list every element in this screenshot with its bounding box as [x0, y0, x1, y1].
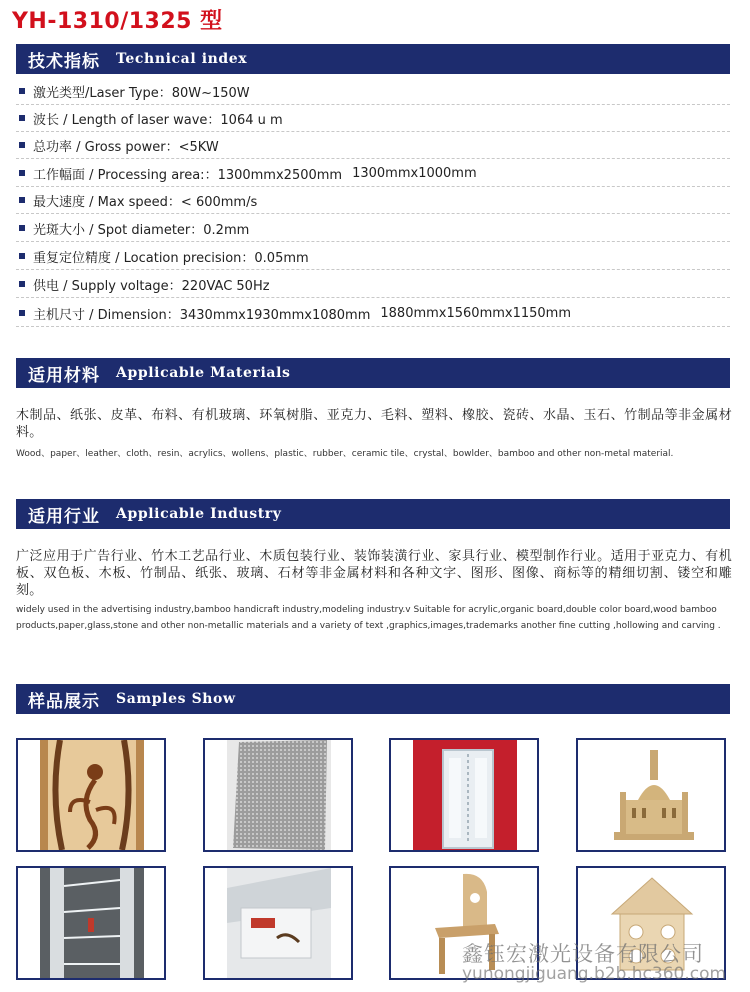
spec-label: 波长 / Length of laser wave：1064 u m	[33, 112, 283, 128]
industry-title-en: Applicable Industry	[116, 506, 282, 522]
samples-title-cn: 样品展示	[28, 691, 100, 712]
spec-row-dimension	[16, 300, 730, 327]
watermark-company: 鑫钰宏激光设备有限公司	[462, 942, 704, 966]
spec-label: 重复定位精度 / Location precision：0.05mm	[33, 250, 309, 266]
square-bullet-icon	[19, 281, 25, 287]
acrylic-box-image	[413, 740, 517, 850]
spec-extra: 1300mmx1000mm	[352, 165, 477, 181]
spec-row-supply-voltage	[16, 271, 730, 298]
industry-text-cn: 广泛应用于广告行业、竹木工艺品行业、木质包装行业、装饰装潢行业、家具行业、模型制作行业。适用于亚克力、有机板、双色板、木板、竹制品、纸张、玻璃、石材等非金属材料和各种文字、图形、图像、商标等的精细切割、镂空和雕刻。	[16, 549, 732, 598]
spec-label: 最大速度 / Max speed：< 600mm/s	[33, 194, 258, 210]
sample-mesh-texture	[203, 738, 353, 852]
spec-label: 总功率 / Gross power：<5KW	[33, 139, 219, 155]
samples-section-header	[16, 684, 730, 714]
spec-label: 工作幅面 / Processing area:：1300mmx2500mm	[33, 167, 343, 183]
technical-title-en: Technical index	[116, 51, 248, 67]
spec-label: 激光类型/Laser Type：80W~150W	[33, 85, 250, 101]
square-bullet-icon	[19, 170, 25, 176]
square-bullet-icon	[19, 115, 25, 121]
spec-extra: 1880mmx1560mmx1150mm	[380, 305, 571, 321]
technical-section-header	[16, 44, 730, 74]
spec-row-processing-area	[16, 160, 730, 187]
spec-label: 供电 / Supply voltage：220VAC 50Hz	[33, 278, 270, 294]
glass-shelves-image	[40, 868, 144, 978]
spec-row-laser-type	[16, 78, 730, 105]
spec-label: 主机尺寸 / Dimension：3430mmx1930mmx1080mm	[33, 307, 371, 323]
spec-row-gross-power	[16, 132, 730, 159]
sample-wood-inlay	[16, 738, 166, 852]
materials-title-en: Applicable Materials	[116, 365, 291, 381]
square-bullet-icon	[19, 225, 25, 231]
materials-text-en: Wood、paper、leather、cloth、resin、acrylics、wollens、plastic、rubber、ceramic tile、crystal、bowlder、bamboo and other non-metal material.	[16, 449, 674, 459]
industry-text-en: widely used in the advertising industry,bamboo handicraft industry,modeling industry.v Suitable for acrylic,organic board,double color board,wood bamboo products,paper,glass,stone and other non-metallic materials and a variety of text ,graphics,images,trademarks another fine cutting ,hollowing and carving .	[16, 605, 721, 631]
spec-row-spot-diameter	[16, 215, 730, 242]
spec-row-max-speed	[16, 187, 730, 214]
sample-glass-shelves	[16, 866, 166, 980]
sample-engraved-glass	[203, 866, 353, 980]
spec-label: 光斑大小 / Spot diameter：0.2mm	[33, 222, 250, 238]
square-bullet-icon	[19, 142, 25, 148]
wooden-cathedral-image	[600, 740, 704, 850]
wood-inlay-image	[40, 740, 144, 850]
materials-text-cn: 木制品、纸张、皮革、布料、有机玻璃、环氧树脂、亚克力、毛料、塑料、橡胶、瓷砖、水晶、玉石、竹制品等非金属材料。	[16, 408, 732, 440]
sample-wooden-cathedral	[576, 738, 726, 852]
square-bullet-icon	[19, 310, 25, 316]
spec-row-location-precision	[16, 243, 730, 270]
samples-title-en: Samples Show	[116, 691, 236, 707]
square-bullet-icon	[19, 88, 25, 94]
engraved-glass-image	[227, 868, 331, 978]
square-bullet-icon	[19, 197, 25, 203]
industry-section-header	[16, 499, 730, 529]
industry-title-cn: 适用行业	[28, 506, 100, 527]
technical-title-cn: 技术指标	[28, 51, 100, 72]
materials-title-cn: 适用材料	[28, 365, 100, 386]
page-title: YH-1310/1325 型	[12, 9, 223, 34]
mesh-texture-image	[227, 740, 331, 850]
sample-acrylic-box	[389, 738, 539, 852]
watermark-url: yunongjiguang.b2b.hc360.com	[462, 964, 727, 984]
spec-row-wavelength	[16, 105, 730, 132]
square-bullet-icon	[19, 253, 25, 259]
materials-section-header	[16, 358, 730, 388]
